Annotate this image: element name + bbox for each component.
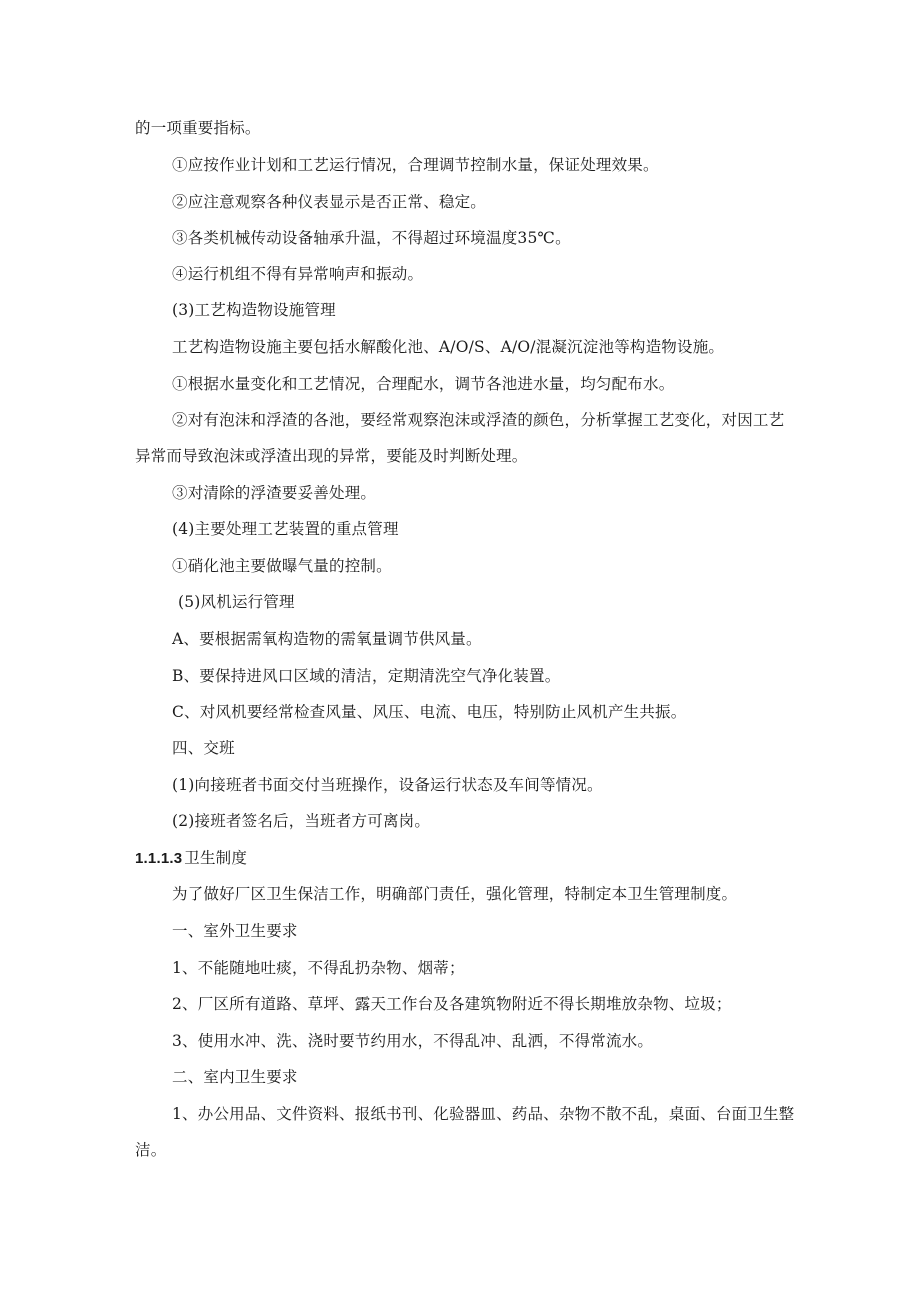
paragraph-line: ④运行机组不得有异常响声和振动。 bbox=[172, 265, 424, 283]
subheading-line: (5)风机运行管理 bbox=[178, 593, 295, 611]
section-title: 卫生制度 bbox=[184, 849, 248, 867]
paragraph-line: ②对有泡沫和浮渣的各池，要经常观察泡沫或浮渣的颜色，分析掌握工艺变化，对因工艺 bbox=[172, 411, 785, 429]
paragraph-line: (2)接班者签名后，当班者方可离岗。 bbox=[172, 812, 431, 830]
subheading-line: 二、室内卫生要求 bbox=[172, 1068, 298, 1086]
paragraph-line: 的一项重要指标。 bbox=[135, 119, 261, 137]
paragraph-line: ②应注意观察各种仪表显示是否正常、稳定。 bbox=[172, 193, 487, 211]
paragraph-line: (1)向接班者书面交付当班操作，设备运行状态及车间等情况。 bbox=[172, 776, 603, 794]
paragraph-line: ①硝化池主要做曝气量的控制。 bbox=[172, 557, 392, 575]
paragraph-line: ③对清除的浮渣要妥善处理。 bbox=[172, 484, 377, 502]
paragraph-line: B、要保持进风口区域的清洁，定期清洗空气净化装置。 bbox=[172, 667, 561, 685]
section-number: 1.1.1.3 bbox=[135, 850, 183, 867]
paragraph-line: A、要根据需氧构造物的需氧量调节供风量。 bbox=[172, 630, 482, 648]
paragraph-line: ③各类机械传动设备轴承升温，不得超过环境温度35℃。 bbox=[172, 229, 571, 247]
paragraph-line: 1、不能随地吐痰，不得乱扔杂物、烟蒂； bbox=[172, 959, 465, 977]
paragraph-line: ①应按作业计划和工艺运行情况，合理调节控制水量，保证处理效果。 bbox=[172, 156, 659, 174]
paragraph-line: ①根据水量变化和工艺情况，合理配水，调节各池进水量，均匀配布水。 bbox=[172, 375, 675, 393]
paragraph-line: 1、办公用品、文件资料、报纸书刊、化验器皿、药品、杂物不散不乱，桌面、台面卫生整 bbox=[172, 1105, 795, 1123]
subheading-line: (4)主要处理工艺装置的重点管理 bbox=[172, 520, 399, 538]
subheading-line: 一、室外卫生要求 bbox=[172, 922, 298, 940]
section-heading bbox=[135, 848, 247, 869]
paragraph-line: 异常而导致泡沫或浮渣出现的异常，要能及时判断处理。 bbox=[135, 447, 528, 465]
paragraph-line: 为了做好厂区卫生保洁工作，明确部门责任，强化管理，特制定本卫生管理制度。 bbox=[172, 885, 738, 903]
subheading-line: (3)工艺构造物设施管理 bbox=[172, 301, 336, 319]
paragraph-line: C、对风机要经常检查风量、风压、电流、电压，特别防止风机产生共振。 bbox=[172, 703, 687, 721]
subheading-line: 四、交班 bbox=[172, 739, 235, 757]
paragraph-line: 洁。 bbox=[135, 1141, 167, 1159]
paragraph-line: 3、使用水冲、洗、浇时要节约用水，不得乱冲、乱洒，不得常流水。 bbox=[172, 1032, 654, 1050]
paragraph-line: 工艺构造物设施主要包括水解酸化池、A/O/S、A/O/混凝沉淀池等构造物设施。 bbox=[172, 338, 725, 356]
paragraph-line: 2、厂区所有道路、草坪、露天工作台及各建筑物附近不得长期堆放杂物、垃圾； bbox=[172, 995, 732, 1013]
